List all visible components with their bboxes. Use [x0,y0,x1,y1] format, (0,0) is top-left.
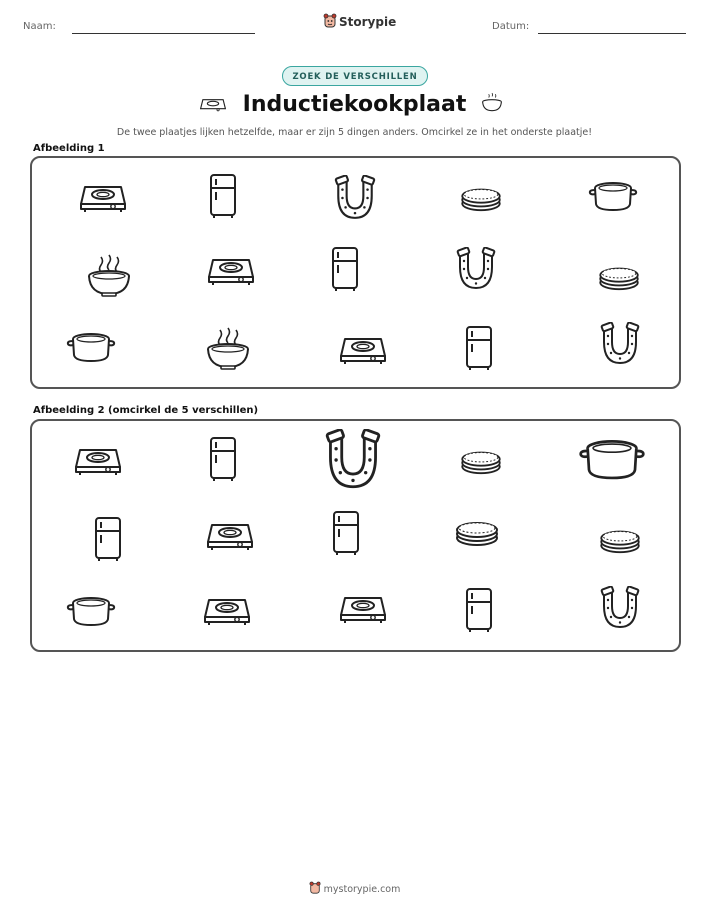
pot-icon [66,330,116,364]
picture-2-label: Afbeelding 2 (omcirkel de 5 verschillen) [33,405,259,416]
pot-icon[interactable] [66,594,116,628]
fridge-icon [464,325,494,371]
fridge-icon [208,173,238,219]
pancake-stack-icon [597,262,641,292]
fridge-icon[interactable] [93,516,123,562]
cooktop-icon[interactable] [203,592,251,626]
horseshoe-icon [454,247,498,291]
date-line[interactable] [538,33,686,34]
cooktop-icon [207,252,255,286]
fridge-icon[interactable] [464,587,494,633]
cooktop-icon [339,331,387,365]
activity-badge: ZOEK DE VERSCHILLEN [282,66,428,86]
name-line[interactable] [72,33,255,34]
fridge-icon [330,246,360,292]
cooktop-icon[interactable] [206,517,254,551]
name-label: Naam: [23,21,56,32]
instructions: De twee plaatjes lijken hetzelfde, maar er zijn 5 dingen anders. Omcirkel ze in het onderste plaatje! [116,127,593,138]
date-label: Datum: [492,21,530,32]
pot-icon [588,179,638,213]
page-title: Inductiekookplaat [242,92,467,117]
footer-url[interactable]: mystorypie.com [323,884,401,895]
footer [0,881,709,898]
fridge-icon[interactable] [331,510,361,556]
soup-bowl-icon [86,254,132,298]
storypie-logo-icon [323,13,337,33]
soup-bowl-icon [481,92,503,118]
cooktop-icon[interactable] [74,442,122,476]
pancake-stack-icon[interactable] [454,516,500,548]
horseshoe-icon[interactable] [322,429,384,491]
pancake-stack-icon [459,183,503,213]
fridge-icon[interactable] [208,436,238,482]
cooktop-icon[interactable] [339,590,387,624]
cooktop-icon [79,179,127,213]
pancake-stack-icon[interactable] [459,446,503,476]
soup-bowl-icon [205,327,251,371]
pot-icon[interactable] [578,436,646,482]
storypie-logo-icon [309,881,321,898]
horseshoe-icon [332,175,378,221]
horseshoe-icon [598,322,642,366]
horseshoe-icon[interactable] [598,586,642,630]
picture-1-label: Afbeelding 1 [33,143,105,154]
brand-name: Storypie [339,15,397,29]
pancake-stack-icon[interactable] [598,525,642,555]
